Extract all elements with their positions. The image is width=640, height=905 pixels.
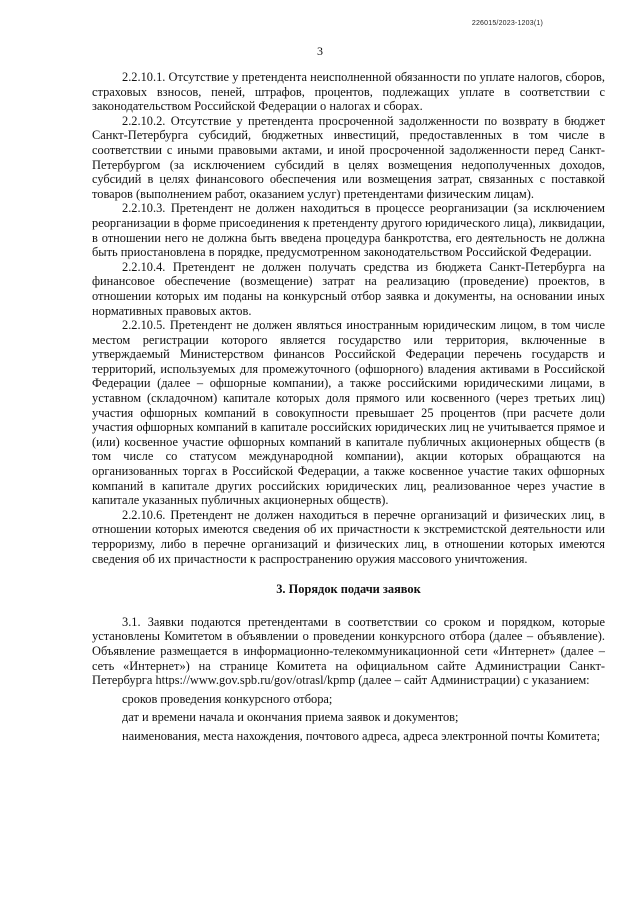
document-number: 226015/2023-1203(1) [471,20,543,27]
paragraph-3-1: 3.1. Заявки подаются претендентами в соответствии со сроком и порядком, которые установлены Комитетом в объявлении о проведении конкурсного отбора (далее – объявление). Объявление размещается в информационно-телекоммуникационной сети «Интернет» (далее – сеть «Интернет») на странице Комитета на официальном сайте Администрации Санкт-Петербурга https://www.gov.spb.ru/gov/otrasl/kpmp (далее – сайт Администрации) с указанием: [92,614,605,688]
list-item: дат и времени начала и окончания приема заявок и документов; [122,710,459,725]
page-number: 3 [317,44,323,58]
paragraph-2-2-10-1: 2.2.10.1. Отсутствие у претендента неисполненной обязанности по уплате налогов, сборов, страховых взносов, пеней, штрафов, процентов, подлежащих уплате в соответствии с законодательством Российской Федерации о налогах и сборах. [92,70,605,114]
paragraph-2-2-10-5: 2.2.10.5. Претендент не должен являться иностранным юридическим лицом, в том числе местом регистрации которого является государство или территория, включенные в утверждаемый Министерством финансов Российской Федерации перечень государств и территорий, используемых для промежуточного (офшорного) владения активами в Российской Федерации (далее – офшорные компании), а также российскими юридическими лицами, в уставном (складочном) капитале которых доля прямого или косвенного (через третьих лиц) участия офшорных компаний в совокупности превышает 25 процентов (при расчете доли участия офшорных компаний в капитале российских юридических лиц не учитывается прямое и (или) косвенное участие офшорных компаний в капитале публичных акционерных обществ (в том числе со статусом международной компании), акции которых обращаются на организованных торгах в Российской Федерации, а также косвенное участие таких офшорных компаний в капитале других российских юридических лиц, реализованное через участие в капитале указанных публичных акционерных обществ). [92,318,605,508]
paragraph-2-2-10-6: 2.2.10.6. Претендент не должен находиться в перечне организаций и физических лиц, в отношении которых имеются сведения об их причастности к экстремистской деятельности или терроризму, либо в перечне организаций и физических лиц, в отношении которых имеются сведения об их причастности к распространению оружия массового уничтожения. [92,507,605,566]
paragraph-2-2-10-2: 2.2.10.2. Отсутствие у претендента просроченной задолженности по возврату в бюджет Санкт-Петербурга субсидий, бюджетных инвестиций, предоставленных в том числе в соответствии с иными правовыми актами, и иной просроченной задолженности перед Санкт-Петербургом (за исключением субсидий в целях возмещения недополученных доходов, субсидий в целях финансового обеспечения или возмещения затрат, связанных с поставкой товаров (выполнением работ, оказанием услуг) претендентами физическим лицам). [92,113,605,201]
paragraph-2-2-10-4: 2.2.10.4. Претендент не должен получать средства из бюджета Санкт-Петербурга на финансовое обеспечение (возмещение) затрат на реализацию (проведение) проектов, в отношении которых им поданы на конкурсный отбор заявка и документы, на основании иных нормативных правовых актов. [92,259,605,318]
document-body [92,70,605,748]
list-item: сроков проведения конкурсного отбора; [122,691,333,706]
list-item: наименования, места нахождения, почтового адреса, адреса электронной почты Комитета; [122,728,601,743]
paragraph-2-2-10-3: 2.2.10.3. Претендент не должен находиться в процессе реорганизации (за исключением реорганизации в форме присоединения к претенденту другого юридического лица), ликвидации, в отношении него не должна быть введена процедура банкротства, его деятельность не должна быть приостановлена в порядке, предусмотренном законодательством Российской Федерации. [92,201,605,260]
section-3-title: 3. Порядок подачи заявок [276,582,421,597]
requirements-list [92,692,605,744]
